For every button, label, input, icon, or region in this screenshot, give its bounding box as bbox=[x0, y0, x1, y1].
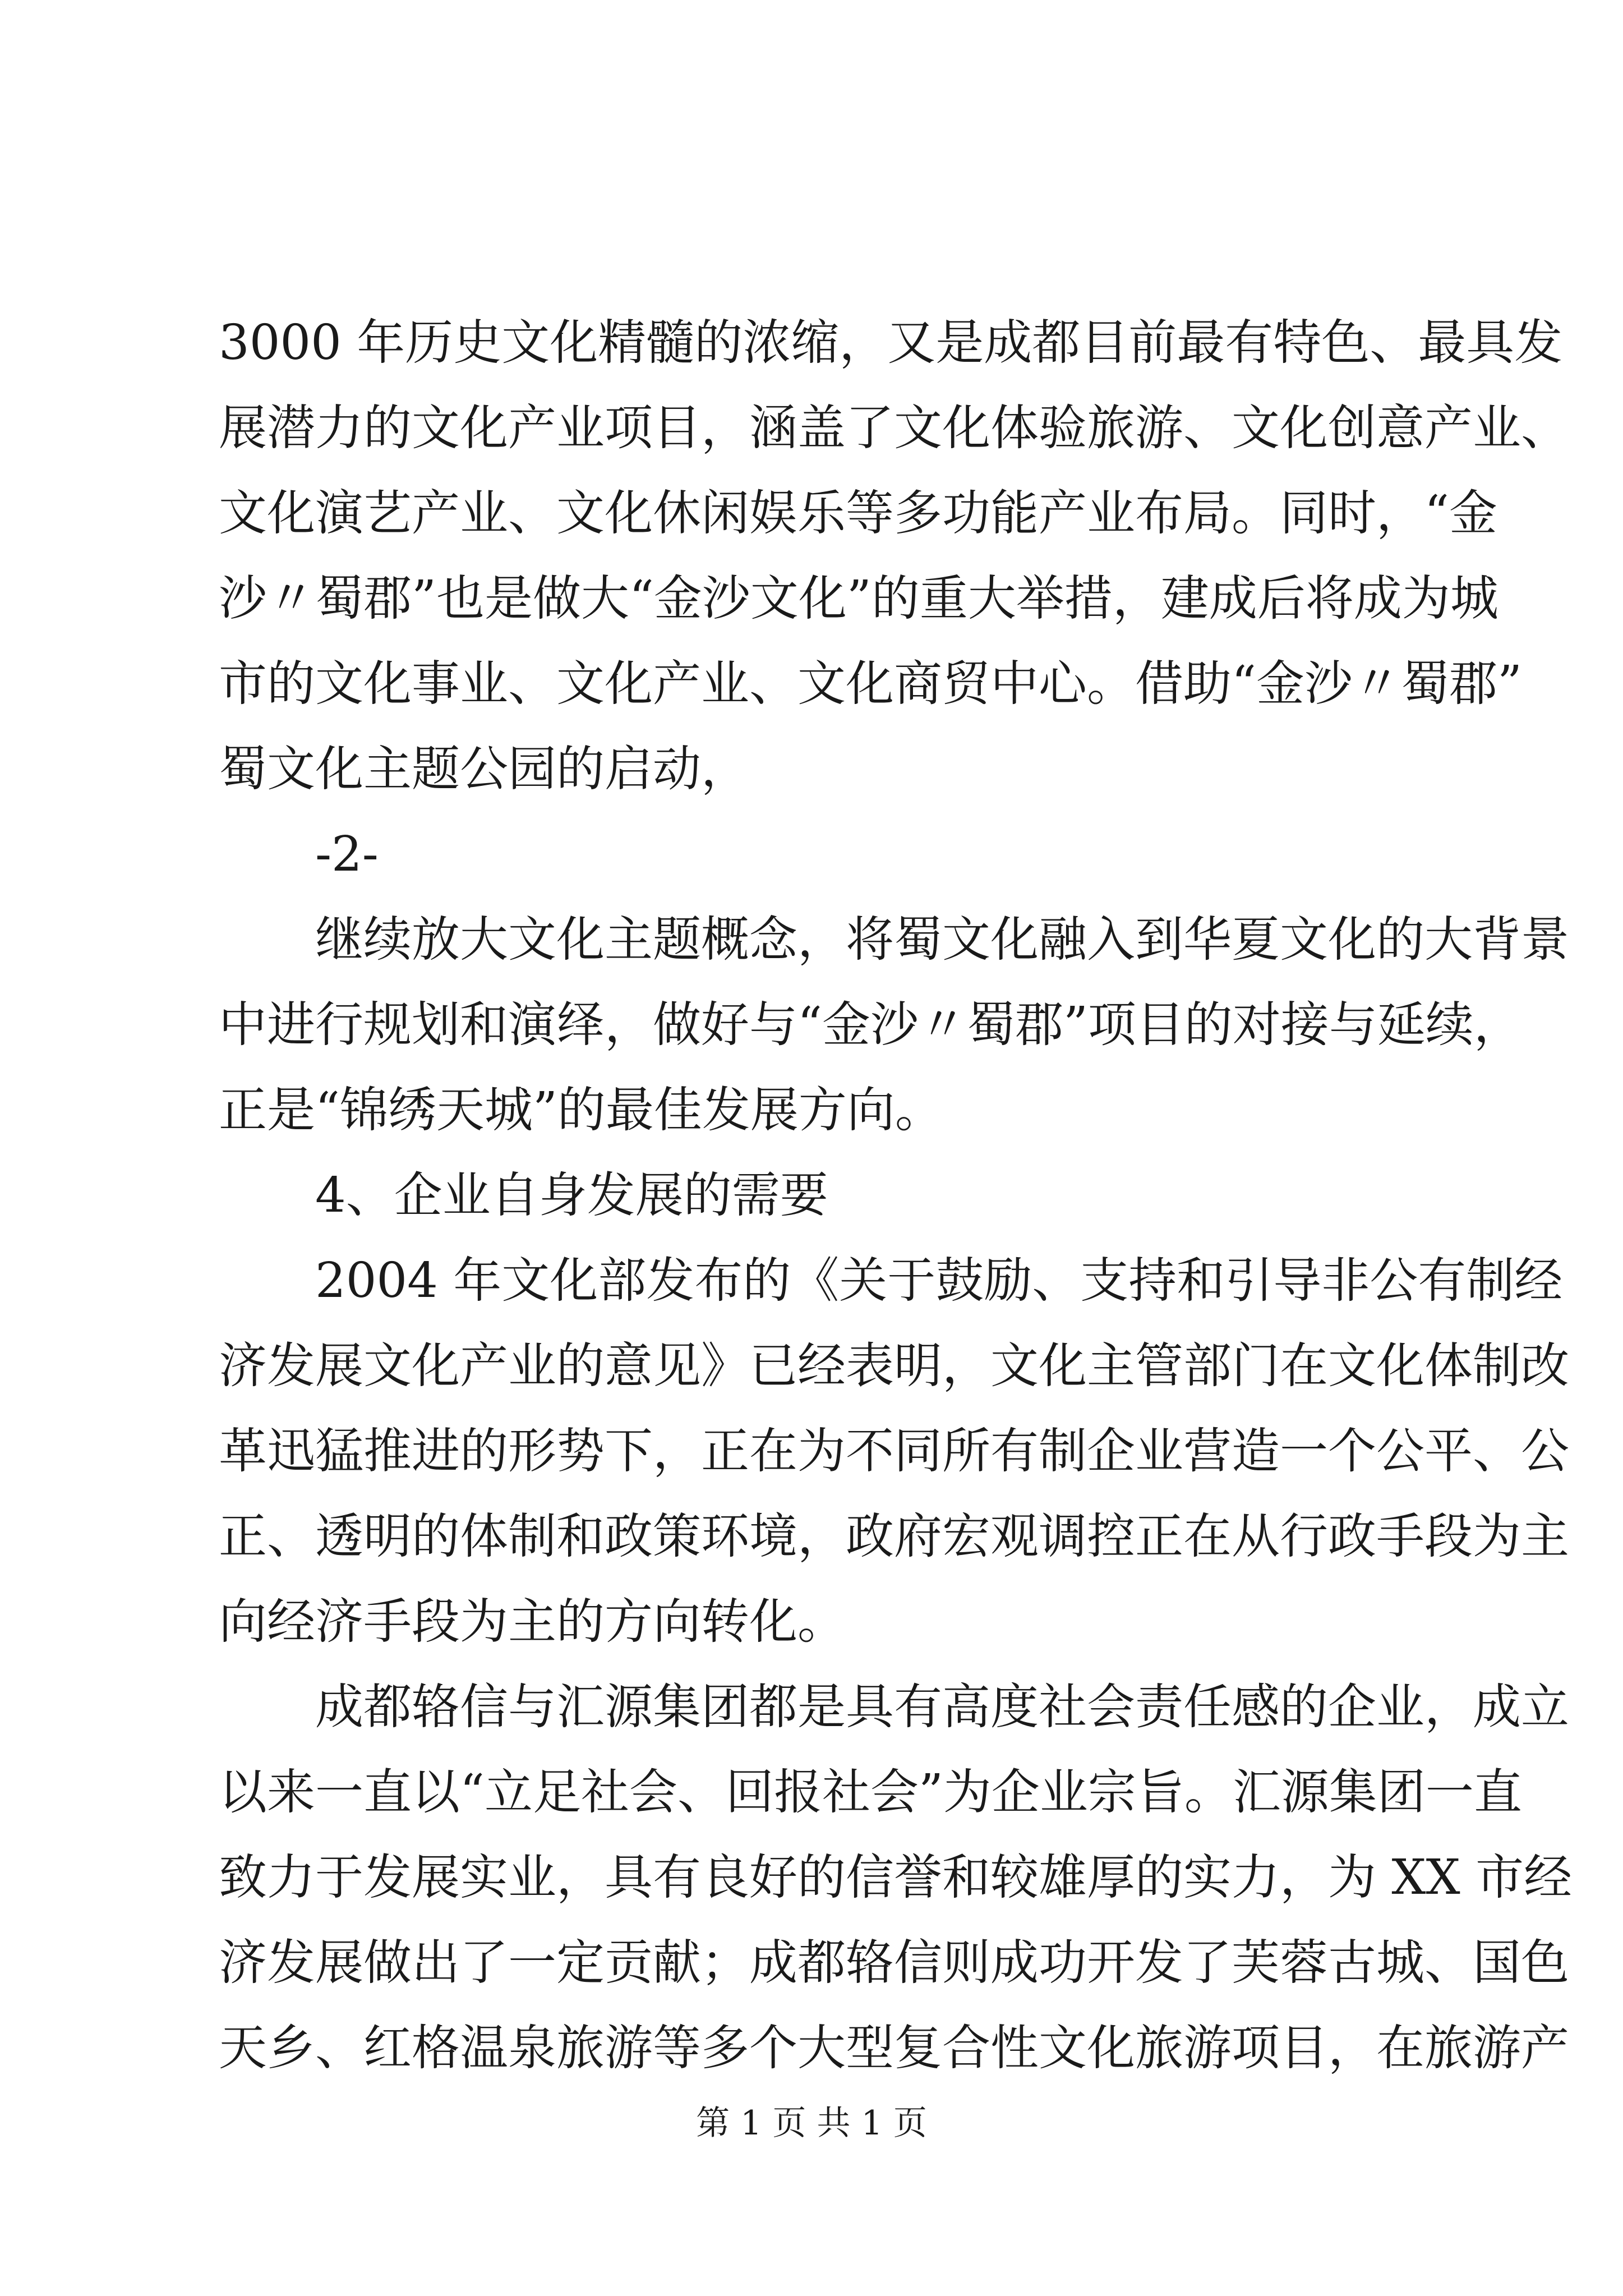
text-line: 文化演艺产业、文化休闲娱乐等多功能产业布局。同时，“金 bbox=[219, 485, 1497, 541]
text-line: 2004 年文化部发布的《关于鼓励、支持和引导非公有制经 bbox=[315, 1253, 1563, 1309]
text-line: 正是“锦绣天城”的最佳发展方向。 bbox=[219, 1082, 943, 1138]
text-line: 继续放大文化主题概念，将蜀文化融入到华夏文化的大背景 bbox=[315, 912, 1569, 968]
text-line: 市的文化事业、文化产业、文化商贸中心。借助“金沙〃蜀郡” bbox=[219, 656, 1522, 712]
text-line: 蜀文化主题公园的启动， bbox=[219, 741, 749, 797]
inline-page-marker: -2- bbox=[315, 826, 379, 882]
text-line: 成都辂信与汇源集团都是具有高度社会责任感的企业，成立 bbox=[315, 1679, 1569, 1735]
text-line: 革迅猛推进的形势下，正在为不同所有制企业营造一个公平、公 bbox=[219, 1423, 1569, 1479]
section-heading: 4、企业自身发展的需要 bbox=[315, 1167, 828, 1223]
text-line: 致力于发展实业，具有良好的信誉和较雄厚的实力，为 XX 市经 bbox=[219, 1849, 1573, 1906]
text-line: 沙〃蜀郡”也是做大“金沙文化”的重大举措，建成后将成为城 bbox=[219, 570, 1498, 627]
text-line: 以来一直以“立足社会、回报社会”为企业宗旨。汇源集团一直 bbox=[219, 1764, 1522, 1820]
text-line: 济发展做出了一定贡献；成都辂信则成功开发了芙蓉古城、国色 bbox=[219, 1935, 1569, 1991]
text-line: 展潜力的文化产业项目，涵盖了文化体验旅游、文化创意产业、 bbox=[219, 400, 1569, 456]
text-line: 正、透明的体制和政策环境，政府宏观调控正在从行政手段为主 bbox=[219, 1508, 1569, 1565]
text-line: 中进行规划和演绎，做好与“金沙〃蜀郡”项目的对接与延续， bbox=[219, 997, 1522, 1053]
page-footer: 第 1 页 共 1 页 bbox=[696, 2104, 927, 2143]
text-line: 天乡、红格温泉旅游等多个大型复合性文化旅游项目，在旅游产 bbox=[219, 2020, 1569, 2076]
text-line: 3000 年历史文化精髓的浓缩，又是成都目前最有特色、最具发 bbox=[219, 315, 1563, 371]
text-line: 向经济手段为主的方向转化。 bbox=[219, 1594, 846, 1650]
text-line: 济发展文化产业的意见》已经表明，文化主管部门在文化体制改 bbox=[219, 1338, 1569, 1394]
document-body bbox=[219, 300, 1573, 2091]
